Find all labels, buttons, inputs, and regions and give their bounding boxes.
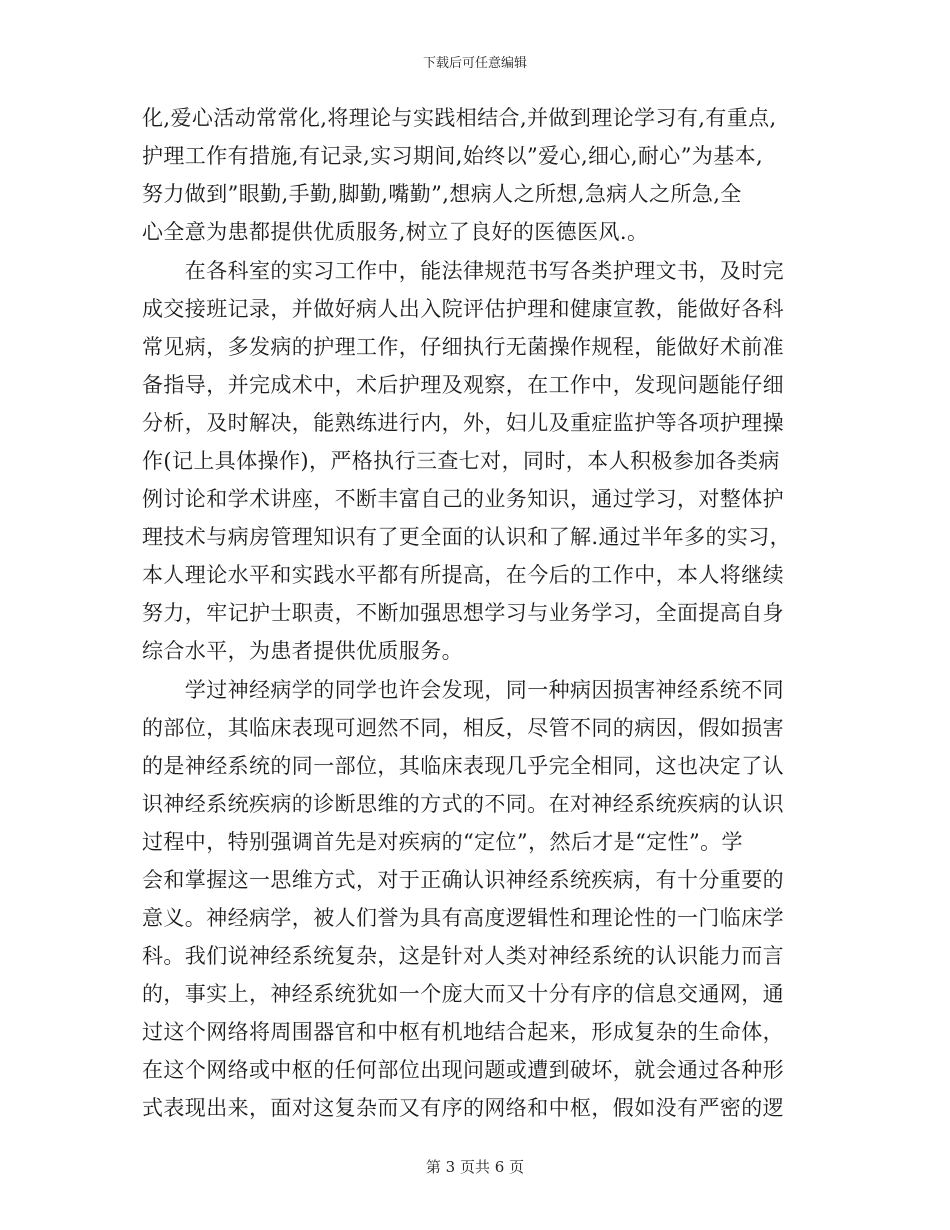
text-line: 学过神经病学的同学也许会发现，同一种病因损害神经系统不同: [142, 678, 784, 702]
text-line: 在这个网络或中枢的任何部位出现问题或遭到破坏，就会通过各种形: [142, 1058, 784, 1082]
paragraph: [142, 252, 822, 670]
text-line: 综合水平，为患者提供优质服务。: [142, 639, 463, 663]
text-line: 备指导，并完成术中，术后护理及观察，在工作中，发现问题能仔细: [142, 373, 784, 397]
text-line: 常见病，多发病的护理工作，仔细执行无菌操作规程，能做好术前准: [142, 335, 784, 359]
text-line: 本人理论水平和实践水平都有所提高，在今后的工作中，本人将继续: [142, 563, 784, 587]
text-line: 理技术与病房管理知识有了更全面的认识和了解.通过半年多的实习，: [142, 525, 792, 549]
text-line: 在各科室的实习工作中，能法律规范书写各类护理文书，及时完: [142, 259, 784, 283]
text-line: 识神经系统疾病的诊断思维的方式的不同。在对神经系统疾病的认识: [142, 792, 784, 816]
text-line: 努力做到”眼勤,手勤,脚勤,嘴勤”,想病人之所想,急病人之所急,全: [142, 182, 742, 206]
text-line: 例讨论和学术讲座，不断丰富自己的业务知识，通过学习，对整体护: [142, 487, 784, 511]
text-line: 护理工作有措施,有记录,实习期间,始终以”爱心,细心,耐心”为基本,: [142, 144, 764, 168]
text-line: 成交接班记录，并做好病人出入院评估护理和健康宣教，能做好各科: [142, 297, 784, 321]
text-line: 过程中，特别强调首先是对疾病的“定位”，然后才是“定性”。学: [142, 830, 743, 854]
text-line: 的，事实上，神经系统犹如一个庞大而又十分有序的信息交通网，通: [142, 982, 784, 1006]
page-number: 第 3 页共 6 页: [425, 1158, 525, 1176]
text-line: 式表现出来，面对这复杂而又有序的网络和中枢，假如没有严密的逻: [142, 1096, 784, 1120]
text-line: 会和掌握这一思维方式，对于正确认识神经系统疾病，有十分重要的: [142, 868, 784, 892]
text-line: 科。我们说神经系统复杂，这是针对人类对神经系统的认识能力而言: [142, 944, 784, 968]
text-line: 心全意为患都提供优质服务,树立了良好的医德医风.。: [142, 220, 649, 244]
text-line: 的是神经系统的同一部位，其临床表现几乎完全相同，这也决定了认: [142, 754, 784, 778]
text-line: 化,爱心活动常常化,将理论与实践相结合,并做到理论学习有,有重点,: [142, 106, 777, 130]
text-line: 过这个网络将周围器官和中枢有机地结合起来，形成复杂的生命体，: [142, 1020, 784, 1044]
page-header: 下载后可任意编辑: [422, 56, 527, 71]
text-line: 努力，牢记护士职责，不断加强思想学习与业务学习，全面提高自身: [142, 601, 784, 625]
paragraph: [142, 99, 822, 251]
text-line: 作(记上具体操作)，严格执行三查七对，同时，本人积极参加各类病: [142, 449, 780, 473]
text-line: 意义。神经病学，被人们誉为具有高度逻辑性和理论性的一门临床学: [142, 906, 784, 930]
text-line: 的部位，其临床表现可迥然不同，相反，尽管不同的病因，假如损害: [142, 716, 784, 740]
paragraph: [142, 671, 822, 1127]
document-body: [142, 99, 822, 1127]
text-line: 分析，及时解决，能熟练进行内，外，妇儿及重症监护等各项护理操: [142, 411, 784, 435]
